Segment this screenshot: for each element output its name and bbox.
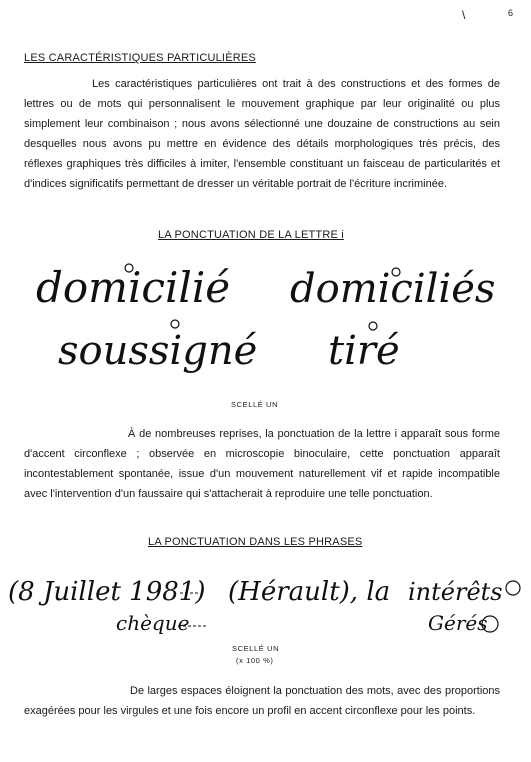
section-paragraph-caracteristiques: Les caractéristiques particulières ont trait à des constructions et des formes de lettres ou de mots qui personnalisent le mouvement graphique par leur originalité ou plus simplement leur combinaison ; nous avons sélectionné une douzaine de constructions au sein desquelles nous avons pu mettre en évidence des détails morphologiques très précis, des réflexes graphiques très difficiles à imiter, l'ensemble constituant un faisceau de particularités et d'indices significatifs permettant de dresser un véritable portrait de l'écriture incriminée.: [24, 78, 500, 190]
section-paragraph-ponctuation-lettre: À de nombreuses reprises, la ponctuation de la lettre i apparaît sous forme d'accent circonflexe ; observée en microscopie binoculaire, cette ponctuation apparaît incontestablement spontanée, issue d'un mouvement naturellement vif et rapide incompatible avec l'intervention d'un faussaire qui s'attacherait à reproduire une telle ponctuation.: [24, 428, 500, 500]
page-number: 6: [508, 8, 514, 18]
specimen-caption-scale: (x 100 %): [236, 656, 274, 665]
specimen-word: Gérés: [428, 611, 488, 635]
circled-dot-marker: [171, 320, 179, 328]
section-paragraph-ponctuation-phrases: De larges espaces éloignent la ponctuation des mots, avec des proportions exagérées pour les virgules et une fois encore un profil en accent circonflexe pour les points.: [24, 685, 500, 717]
handwriting-specimen-phrases: [0, 562, 531, 636]
circled-dot-marker: [506, 581, 520, 595]
specimen-word: (8 Juillet 1981): [8, 577, 206, 607]
specimen-word: domicilié: [36, 263, 231, 312]
specimen-word: (Hérault), la: [228, 577, 391, 607]
handwriting-specimen-lettre-i: [0, 246, 531, 388]
page-mark: \: [462, 8, 466, 22]
specimen-word: tiré: [328, 328, 400, 374]
specimen-word: chèque: [116, 611, 190, 635]
specimen-caption: SCELLÉ UN: [231, 400, 279, 409]
section-heading-caracteristiques: LES CARACTÉRISTIQUES PARTICULIÈRES: [24, 52, 256, 64]
section-heading-ponctuation-lettre: LA PONCTUATION DE LA LETTRE i: [158, 229, 344, 241]
specimen-caption: SCELLÉ UN: [232, 644, 280, 653]
specimen-word: intérêts: [408, 578, 503, 606]
specimen-word: soussigné: [58, 328, 258, 374]
specimen-word: domiciliés: [290, 266, 496, 312]
section-heading-ponctuation-phrases: LA PONCTUATION DANS LES PHRASES: [148, 536, 363, 548]
